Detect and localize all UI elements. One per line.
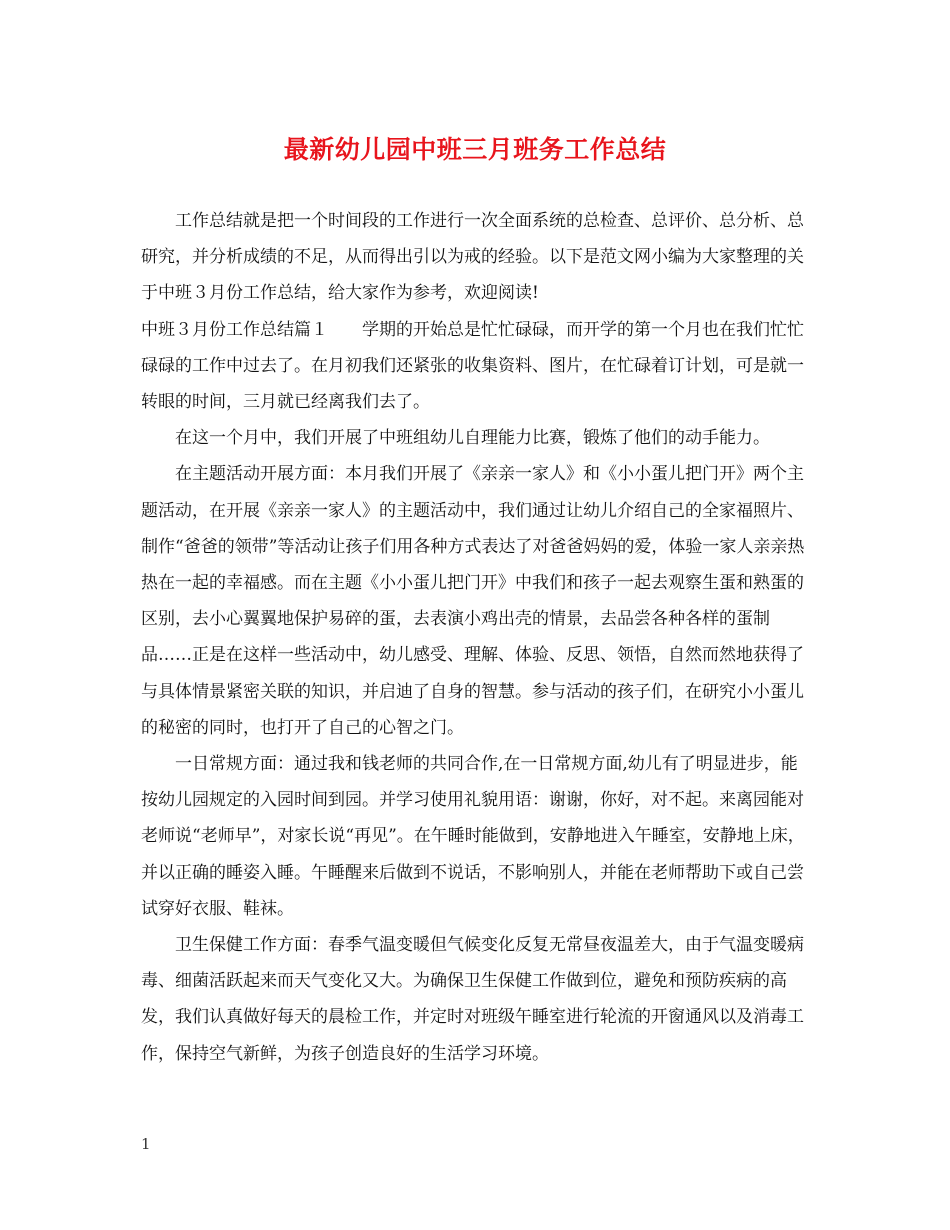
paragraph-self-care: 在这一个月中，我们开展了中班组幼儿自理能力比赛，锻炼了他们的动手能力。 (175, 428, 770, 449)
document-title: 最新幼儿园中班三月班务工作总结 (283, 135, 667, 164)
document-body (141, 203, 811, 1072)
paragraph-daily-routine: 一日常规方面：通过我和钱老师的共同合作,在一日常规方面,幼儿有了明显进步，能按幼儿园规定的入园时间到园。并学习使用礼貌用语：谢谢，你好，对不起。来离园能对老师说“老师早”，对家长说“再见”。在午睡时能做到，安静地进入午睡室，安静地上床，并以正确的睡姿入睡。午睡醒来后做到不说话，不影响别人，并能在老师帮助下或自己尝试穿好衣服、鞋袜。 (141, 754, 805, 919)
page-number: 1 (141, 1135, 151, 1153)
paragraph-health-care: 卫生保健工作方面：春季气温变暖但气候变化反复无常昼夜温差大，由于气温变暖病毒、细菌活跃起来而天气变化又大。为确保卫生保健工作做到位，避免和预防疾病的高发，我们认真做好每天的晨检工作，并定时对班级午睡室进行轮流的开窗通风以及消毒工作，保持空气新鲜，为孩子创造良好的生活学习环境。 (141, 935, 804, 1064)
paragraph-intro: 工作总结就是把一个时间段的工作进行一次全面系统的总检查、总评价、总分析、总研究，并分析成绩的不足，从而得出引以为戒的经验。以下是范文网小编为大家整理的关于中班３月份工作总结，给大家作为参考，欢迎阅读! (141, 211, 804, 304)
paragraph-theme-activities: 在主题活动开展方面：本月我们开展了《亲亲一家人》和《小小蛋儿把门开》两个主题活动，在开展《亲亲一家人》的主题活动中，我们通过让幼儿介绍自己的全家福照片、制作“爸爸的领带”等活动让孩子们用各种方式表达了对爸爸妈妈的爱，体验一家人亲亲热热在一起的幸福感。而在主题《小小蛋儿把门开》中我们和孩子一起去观察生蛋和熟蛋的区别，去小心翼翼地保护易碎的蛋，去表演小鸡出壳的情景，去品尝各种各样的蛋制品……正是在这样一些活动中，幼儿感受、理解、体验、反思、领悟，自然而然地获得了与具体情景紧密关联的知识，并启迪了自身的智慧。参与活动的孩子们，在研究小小蛋儿的秘密的同时，也打开了自己的心智之门。 (141, 464, 805, 738)
paragraph-part-1: 中班３月份工作总结篇１ 学期的开始总是忙忙碌碌，而开学的第一个月也在我们忙忙碌碌的工作中过去了。在月初我们还紧张的收集资料、图片，在忙碌着订计划，可是就一转眼的时间，三月就已经离我们去了。 (141, 319, 804, 413)
